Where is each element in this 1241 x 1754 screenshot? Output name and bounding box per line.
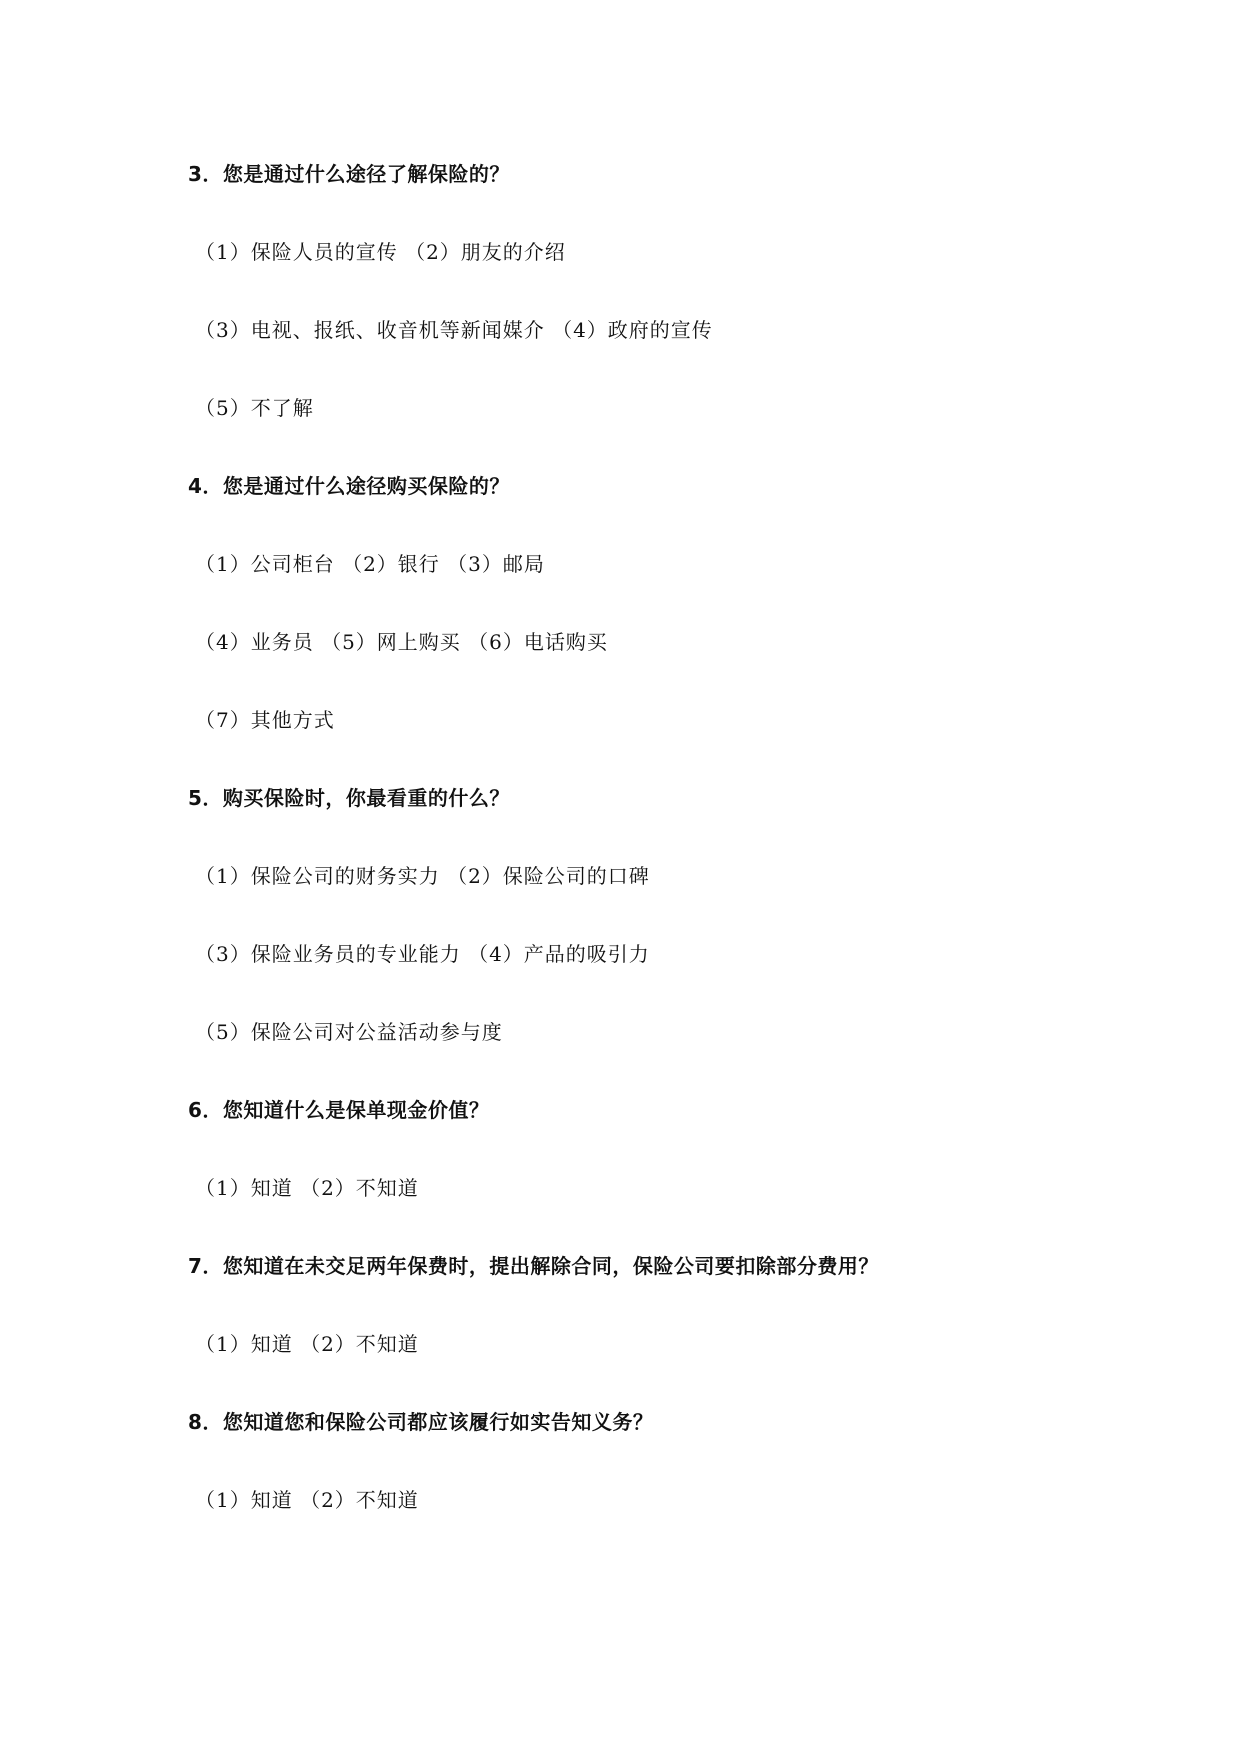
- question-5-option-line-3: （5）保险公司对公益活动参与度: [195, 1020, 503, 1044]
- question-3-option-line-1: （1）保险人员的宣传 （2）朋友的介绍: [195, 240, 566, 264]
- question-3-option-line-2: （3）电视、报纸、收音机等新闻媒介 （4）政府的宣传: [195, 318, 713, 342]
- question-6-title: 6．您知道什么是保单现金价值？: [188, 1098, 490, 1122]
- question-4-title: 4．您是通过什么途径购买保险的？: [188, 474, 510, 498]
- question-4-option-line-1: （1）公司柜台 （2）银行 （3）邮局: [195, 552, 545, 576]
- question-6-option-line-1: （1）知道 （2）不知道: [195, 1176, 419, 1200]
- question-3-title: 3．您是通过什么途径了解保险的？: [188, 162, 510, 186]
- question-5-title: 5．购买保险时，你最看重的什么？: [188, 786, 510, 810]
- question-5-option-line-2: （3）保险业务员的专业能力 （4）产品的吸引力: [195, 942, 650, 966]
- question-8-title: 8．您知道您和保险公司都应该履行如实告知义务？: [188, 1410, 654, 1434]
- question-7-option-line-1: （1）知道 （2）不知道: [195, 1332, 419, 1356]
- question-8-option-line-1: （1）知道 （2）不知道: [195, 1488, 419, 1512]
- question-7-title: 7．您知道在未交足两年保费时，提出解除合同，保险公司要扣除部分费用？: [188, 1254, 879, 1278]
- question-4-option-line-3: （7）其他方式: [195, 708, 335, 732]
- question-5-option-line-1: （1）保险公司的财务实力 （2）保险公司的口碑: [195, 864, 650, 888]
- question-3-option-line-3: （5）不了解: [195, 396, 314, 420]
- question-4-option-line-2: （4）业务员 （5）网上购买 （6）电话购买: [195, 630, 608, 654]
